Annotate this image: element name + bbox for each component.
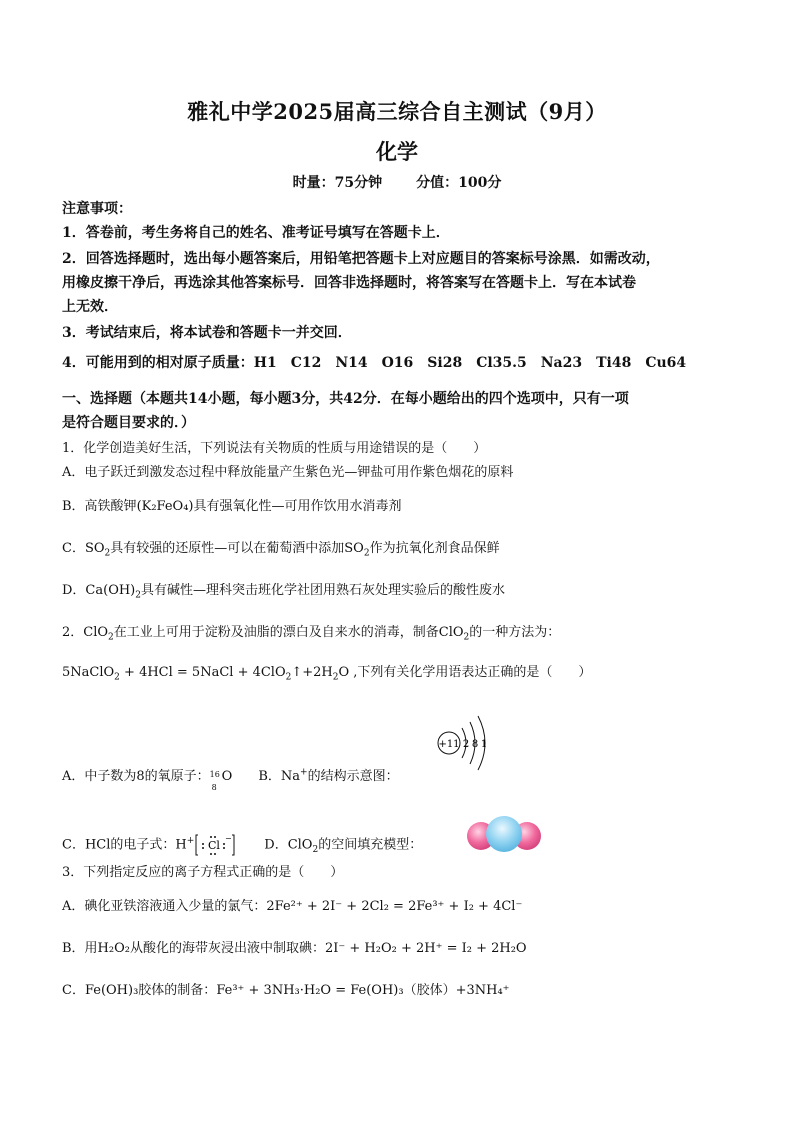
q3-option-b (62, 938, 734, 960)
exam-score: 分值：100分 (416, 175, 502, 191)
q2-a-label: A．中子数为8的氧原子： (62, 769, 210, 784)
q1-stem: 1．化学创造美好生活，下列说法有关物质的性质与用途错误的是（ ） (62, 441, 487, 456)
q2-b-post: 的结构示意图： (307, 769, 399, 784)
q1-b-pre: B．高铁酸钾 (62, 499, 137, 514)
q2-a-symbol: O (221, 769, 233, 784)
na-shell-1: 2 (462, 739, 470, 750)
q1-d-post: 具有碱性—理科突击班化学社团用熟石灰处理实验后的酸性废水 (141, 583, 506, 598)
q2-option-cd: C．HCl的电子式：H+ Cl − D．ClO$_2$的空间填充模型： (62, 832, 734, 858)
q2-stem: 2．ClO$_2$在工业上可用于淀粉及油脂的漂白及自来水的消毒，制备ClO$_2$的一种方法为： (62, 625, 561, 643)
q1-b-post: 具有强氧化性—可用作饮用水消毒剂 (193, 499, 402, 514)
page-title: 雅礼中学2025届高三综合自主测试（9月） (187, 99, 607, 124)
q1-option-a: A．电子跃迁到激发态过程中释放能量产生紫色光—钾盐可用作紫色烟花的原料 (62, 465, 514, 480)
q1-c-pre: C．SO (62, 541, 105, 556)
cl-electron-dot-icon (194, 832, 236, 858)
q3-b-eq: 2I⁻ + H₂O₂ + 2H⁺ = I₂ + 2H₂O (324, 941, 527, 956)
q2-d-label: D．ClO (264, 837, 313, 853)
q2-a-number: 8 (211, 782, 217, 792)
q2-b-label: B．Na (258, 769, 301, 784)
q1-c-mid: 具有较强的还原性—可以在葡萄酒中添加SO (110, 541, 364, 556)
q2-stem-pre: 2．ClO (62, 625, 109, 640)
q2-eq-d: O ,下列有关化学用语表达正确的是（ ） (338, 665, 592, 680)
q2-option-ab: A．中子数为8的氧原子： 16 8 O B．Na+的结构示意图： (62, 766, 734, 788)
clo2-space-filling-model (464, 810, 544, 860)
svg-text:−: − (225, 834, 232, 843)
q3-c-pre: C．Fe(OH)₃胶体的制备： (62, 983, 217, 998)
q2-eq-b: + 4HCl = 5NaCl + 4ClO (119, 665, 286, 680)
q1-option-d: D．$Ca(OH)_2$具有碱性—理科突击班化学社团用熟石灰处理实验后的酸性废水 (62, 583, 506, 601)
note-1: 1．答卷前，考生务将自己的姓名、准考证号填写在答题卡上． (62, 225, 450, 241)
q3-option-a (62, 896, 734, 918)
note-3: 3．考试结束后，将本试卷和答题卡一并交回． (62, 325, 352, 341)
q2-eq-c: ↑+2H (291, 665, 333, 680)
q2-equation: 5NaClO$_2$ + 4HCl = 5NaCl + $4ClO_2↑+2H_2O$ ,下列有关化学用语表达正确的是（ ） (62, 665, 592, 683)
q1-d-pre: D．Ca(OH) (62, 583, 136, 598)
q3-stem: 3．下列指定反应的离子方程式正确的是（ ） (62, 865, 344, 880)
svg-text:Cl: Cl (208, 839, 221, 852)
q3-a-eq: 2Fe²⁺ + 2I⁻ + 2Cl₂ = 2Fe³⁺ + I₂ + 4Cl⁻ (266, 899, 523, 914)
section-heading-2: 是符合题目要求的．） (62, 415, 195, 431)
note-2c: 上无效． (62, 299, 118, 315)
q3-c-eq: Fe³⁺ + 3NH₃·H₂O = Fe(OH)₃（胶体）+3NH₄⁺ (216, 983, 510, 998)
q2-stem-mid: 在工业上可用于淀粉及油脂的漂白及自来水的消毒，制备ClO (113, 625, 464, 640)
notes-heading: 注意事项： (62, 201, 132, 217)
na-shell-2: 8 (471, 739, 479, 750)
section-heading-1: 一、选择题（本题共14小题，每小题3分，共42分．在每小题给出的四个选项中，只有一项 (62, 391, 629, 407)
q1-c-post: 作为抗氧化剂食品保鲜 (369, 541, 500, 556)
q2-stem-post: 的一种方法为： (469, 625, 561, 640)
q3-b-pre: B．用H₂O₂从酸化的海带灰浸出液中制取碘： (62, 941, 325, 956)
note-2b: 用橡皮擦干净后，再选涂其他答案标号．回答非选择题时，将答案写在答题卡上．写在本试卷 (62, 275, 636, 291)
q2-a-mass: 16 (209, 769, 220, 779)
q2-c-label: C．HCl的电子式：H (62, 837, 187, 853)
na-nucleus-label: +11 (438, 739, 460, 750)
q2-eq-a: 5NaClO (62, 665, 115, 680)
q1-b-formula: (K₂FeO₄) (136, 499, 194, 514)
q3-option-c (62, 980, 734, 1002)
note-4: 4．可能用到的相对原子质量：H1 C12 N14 O16 Si28 Cl35.5 Na23 Ti48 Cu64 (62, 355, 687, 371)
note-2: 2．回答选择题时，选出每小题答案后，用铅笔把答题卡上对应题目的答案标号涂黑．如需改动， (62, 251, 660, 267)
q1-option-b (62, 496, 734, 518)
na-shell-3: 1 (480, 739, 488, 750)
exam-info (0, 172, 794, 192)
exam-time: 时量：75分钟 (292, 175, 383, 191)
q2-d-post: 的空间填充模型： (318, 837, 423, 853)
q3-a-pre: A．碘化亚铁溶液通入少量的氯气： (62, 899, 267, 914)
q1-option-c: C．$SO_2$具有较强的还原性—可以在葡萄酒中添加$SO_2$作为抗氧化剂食品保鲜 (62, 541, 500, 559)
subject-title: 化学 (376, 139, 418, 164)
